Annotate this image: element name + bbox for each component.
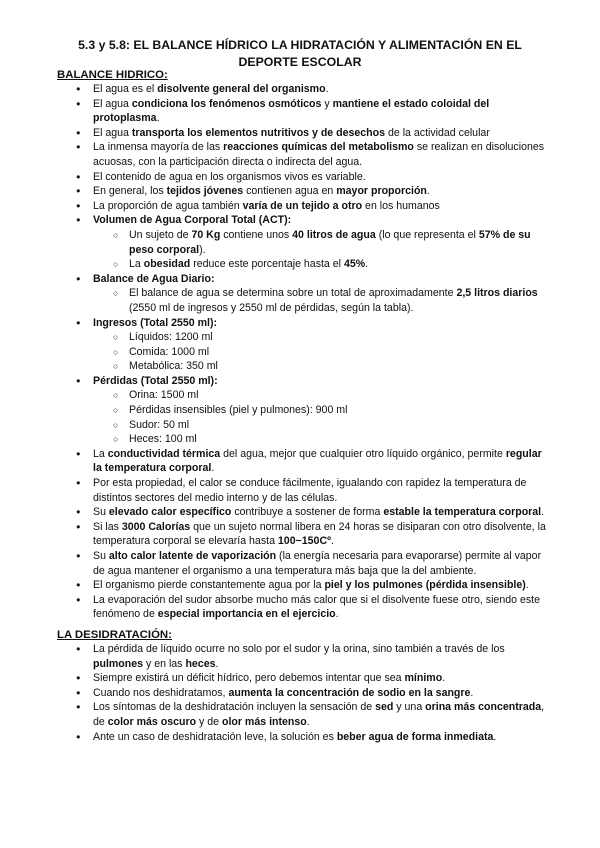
text-run: El organismo pierde constantemente agua por la (93, 579, 325, 592)
bullet-list (57, 642, 547, 744)
list-item-text (93, 82, 547, 97)
list-item-text (129, 228, 547, 257)
list-item (57, 170, 547, 185)
sub-list-item (57, 418, 547, 433)
list-item-text (93, 642, 547, 671)
list-item (57, 272, 547, 287)
list-item-text (129, 432, 547, 447)
sub-list-item (57, 388, 547, 403)
bold-text: 100−150Cº (277, 535, 331, 548)
sub-list-item (57, 359, 547, 374)
list-item-text (129, 418, 547, 433)
list-item-text (93, 170, 547, 185)
list-item-text (93, 578, 547, 593)
bold-text: orina más concentrada (425, 701, 542, 714)
text-run: . (211, 462, 215, 475)
text-run: Los síntomas de la deshidratación incluyen la sensación de (93, 701, 376, 714)
text-run: El balance de agua se determina sobre un total de aproximadamente (129, 287, 457, 300)
bold-text: reacciones químicas del metabolismo (223, 141, 414, 154)
text-run: El agua (93, 97, 132, 110)
bold-text: 70 Kg (191, 228, 221, 241)
document-title (70, 37, 530, 71)
list-item (57, 97, 547, 126)
text-run: La inmensa mayoría de las (93, 141, 224, 154)
sub-list-item (57, 228, 547, 257)
bold-text: varía de un tejido a otro (242, 199, 363, 212)
text-run: y de (196, 715, 222, 728)
text-run: ). (199, 243, 206, 256)
text-run: y (321, 97, 333, 110)
section-balance-hidrico (57, 68, 547, 622)
list-item-text (93, 549, 547, 578)
list-item (57, 476, 547, 505)
text-run: reduce este porcentaje hasta el (190, 258, 344, 271)
list-item-text (93, 184, 547, 199)
text-run: Si las (93, 520, 122, 533)
text-run: . (493, 730, 497, 743)
text-run: . (325, 83, 329, 95)
list-item-text (93, 316, 547, 331)
sub-list-item (57, 403, 547, 418)
list-item-text (93, 505, 547, 520)
text-run: . (442, 672, 446, 685)
text-run: , de (93, 701, 545, 728)
text-run: Ante un caso de deshidratación leve, la solución es (93, 730, 337, 743)
bold-text: estable la temperatura corporal (383, 506, 542, 519)
text-run: La proporción de agua también (93, 199, 243, 212)
list-item (57, 199, 547, 214)
bold-text: disolvente general del organismo (157, 83, 326, 95)
text-run: Pérdidas insensibles (piel y pulmones): 900 ml (129, 404, 348, 417)
list-item-text (93, 126, 547, 141)
bold-text: 40 litros de agua (292, 228, 376, 241)
list-item (57, 374, 547, 389)
text-run: La (93, 447, 108, 460)
text-run: de la actividad celular (385, 126, 490, 139)
bold-text: elevado calor específico (108, 506, 232, 519)
text-run: del agua, mejor que cualquier otro líquido orgánico, permite (220, 447, 506, 460)
list-item-text (93, 140, 547, 169)
section-deshidratacion (57, 628, 547, 744)
text-run: Por esta propiedad, el calor se conduce fácilmente, igualando con rapidez la temperatura de distintos sectores del medio interno y de las células. (93, 477, 527, 504)
text-run: . (306, 715, 310, 728)
text-run: Heces: 100 ml (129, 433, 197, 446)
list-item-text (93, 213, 547, 228)
text-run: contribuye a sostener de forma (231, 506, 384, 519)
bold-text: 57% de su peso corporal (129, 228, 531, 256)
list-item-text (93, 272, 547, 287)
list-item (57, 700, 547, 729)
list-item-text (129, 359, 547, 374)
document-body (57, 68, 547, 744)
section-heading: LA DESIDRATACIÓN: (57, 628, 172, 641)
text-run: . (470, 686, 474, 699)
list-item (57, 316, 547, 331)
bold-text: tejidos jóvenes (166, 185, 244, 198)
list-item (57, 140, 547, 169)
list-item-text (93, 476, 547, 505)
list-item-text (93, 97, 547, 126)
bold-text: Ingresos (Total 2550 ml): (93, 316, 218, 329)
text-run: que un sujeto normal libera en 24 horas se disiparan con otro disolvente, la temperatura corporal se elevaría hasta (93, 520, 546, 548)
list-item-text (93, 447, 547, 476)
bold-text: especial importancia en el ejercicio (157, 608, 336, 621)
bold-text: obesidad (143, 258, 191, 271)
list-item-text (129, 330, 547, 345)
bold-text: sed (375, 701, 394, 714)
text-run: Metabólica: 350 ml (129, 360, 218, 373)
bold-text: aumenta la concentración de sodio en la sangre (228, 686, 471, 699)
text-run: Líquidos: 1200 ml (129, 331, 213, 344)
list-item (57, 505, 547, 520)
sub-list-item (57, 286, 547, 315)
list-item-text (93, 700, 547, 729)
text-run: se realizan en disoluciones acuosas, con la participación directa o indirecta del agua. (93, 141, 545, 168)
text-run: y en las (143, 657, 186, 670)
bold-text: transporta los elementos nutritivos y de desechos (131, 126, 386, 139)
text-run: . (541, 506, 545, 519)
text-run: Sudor: 50 ml (129, 418, 190, 431)
text-run: (lo que representa el (375, 228, 479, 241)
list-item-text (93, 520, 547, 549)
bold-text: Volumen de Agua Corporal Total (ACT): (93, 214, 292, 227)
bold-text: Balance de Agua Diario: (93, 272, 215, 285)
bold-text: 2,5 litros diarios (456, 287, 538, 300)
text-run: (2550 ml de ingresos y 2550 ml de pérdidas, según la tabla). (129, 301, 414, 314)
bold-text: beber agua de forma inmediata (336, 730, 494, 743)
text-run: . (426, 185, 430, 198)
bold-text: mínimo (404, 672, 443, 685)
list-item (57, 213, 547, 228)
sub-list-item (57, 345, 547, 360)
text-run: . (156, 112, 160, 125)
text-run: en los humanos (362, 199, 440, 212)
list-item-text (93, 374, 547, 389)
list-item (57, 642, 547, 671)
list-item-text (93, 199, 547, 214)
list-item (57, 549, 547, 578)
bold-text: mantiene el estado coloidal del protoplasma (93, 97, 490, 125)
text-run: contiene unos (220, 228, 293, 241)
text-run: La pérdida de líquido ocurre no solo por el sudor y la orina, sino también a través de los (93, 642, 505, 655)
text-run: La evaporación del sudor absorbe mucho más calor que si el disolvente fuese otro, siendo este fenómeno de (93, 593, 540, 621)
list-item (57, 126, 547, 141)
text-run: Siempre existirá un déficit hídrico, pero debemos intentar que sea (93, 672, 405, 685)
text-run: Comida: 1000 ml (129, 345, 210, 358)
bold-text: heces (185, 657, 216, 670)
text-run: (la energía necesaria para evaporarse) permite al vapor de agua mantener el organismo a una temperatura más baja que la del ambiente. (93, 550, 542, 577)
list-item-text (93, 671, 547, 686)
text-run: . (335, 608, 339, 621)
text-run: . (215, 657, 219, 670)
list-item-text (129, 286, 547, 315)
list-item (57, 593, 547, 622)
text-run: contienen agua en (243, 185, 337, 198)
text-run: El contenido de agua en los organismos vivos es variable. (93, 170, 366, 183)
text-run: . (330, 535, 334, 548)
list-item-text (129, 388, 547, 403)
list-item-text (129, 345, 547, 360)
bold-text: color más oscuro (107, 715, 197, 728)
list-item (57, 686, 547, 701)
text-run: . (365, 258, 369, 271)
bold-text: olor más intenso (221, 715, 307, 728)
text-run: Su (93, 550, 109, 562)
bold-text: regular la temperatura corporal (93, 447, 542, 475)
section-heading: BALANCE HIDRICO: (57, 69, 168, 81)
bold-text: pulmones (93, 657, 144, 670)
bold-text: piel y los pulmones (pérdida insensible) (324, 579, 526, 592)
list-item-text (93, 730, 547, 745)
text-run: y una (393, 701, 426, 714)
bullet-list (57, 82, 547, 622)
title-line-1: 5.3 y 5.8: EL BALANCE HÍDRICO LA HIDRATACIÓN Y ALIMENTACIÓN EN EL (78, 38, 522, 52)
bold-text: alto calor latente de vaporización (108, 550, 277, 562)
list-item (57, 184, 547, 199)
list-item (57, 578, 547, 593)
sub-list-item (57, 330, 547, 345)
bold-text: conductividad térmica (107, 447, 221, 460)
text-run: Un sujeto de (129, 228, 192, 241)
text-run: En general, los (93, 185, 167, 198)
text-run: Su (93, 506, 109, 519)
text-run: El agua (93, 126, 132, 139)
list-item (57, 671, 547, 686)
list-item-text (93, 686, 547, 701)
bold-text: Pérdidas (Total 2550 ml): (93, 374, 218, 387)
text-run: . (525, 579, 529, 592)
list-item-text (129, 403, 547, 418)
sub-list-item (57, 432, 547, 447)
list-item (57, 447, 547, 476)
list-item (57, 520, 547, 549)
list-item-text (129, 257, 547, 272)
bold-text: 3000 Calorías (121, 520, 191, 533)
list-item (57, 82, 547, 97)
text-run: Cuando nos deshidratamos, (93, 686, 229, 699)
bold-text: condiciona los fenómenos osmóticos (131, 97, 322, 110)
bold-text: mayor proporción (336, 185, 427, 198)
list-item (57, 730, 547, 745)
text-run: El agua es el (93, 83, 158, 95)
title-line-2: DEPORTE ESCOLAR (238, 55, 362, 69)
text-run: La (129, 258, 144, 271)
list-item-text (93, 593, 547, 622)
bold-text: 45% (343, 258, 366, 271)
text-run: Orina: 1500 ml (129, 389, 199, 402)
sub-list-item (57, 257, 547, 272)
